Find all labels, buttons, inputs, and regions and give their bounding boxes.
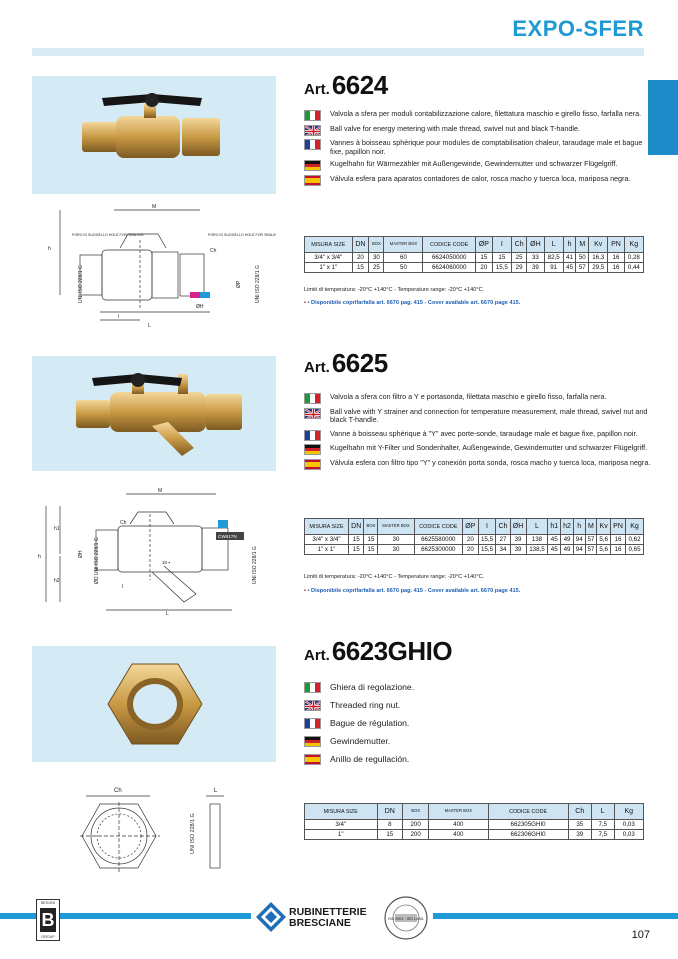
column-header: BOX [403,804,429,820]
article-title-6624: Art.6624 [304,70,388,100]
table-cell: 3/4" x 3/4" [305,535,349,545]
table-cell: 20 [463,545,479,555]
table-cell: 15 [364,545,378,555]
table-cell: 30 [369,253,384,263]
table-cell: 662306GHI0 [488,830,568,840]
desc-en: Threaded ring nut. [304,700,654,710]
table-cell: 3/4" x 3/4" [305,253,353,263]
article-code: 6625 [331,348,388,378]
table-cell: 7,5 [591,830,614,840]
column-header: DN [352,237,369,253]
column-header: L [591,804,614,820]
table-cell: 15 [475,253,492,263]
table-cell: 0,28 [624,253,643,263]
column-header: DN [348,519,364,535]
column-header: ØH [510,519,526,535]
table-cell: 15 [348,545,364,555]
column-header: h [573,519,585,535]
column-header: Ch [496,519,510,535]
table-cell: 45 [548,545,561,555]
desc-it: Valvola a sfera con filtro a Y e portasonda, filettata maschio e girello fisso, farfalla nera. [304,393,654,402]
table-cell: 138 [526,535,548,545]
flag-france-icon [304,139,321,150]
table-cell: 5,6 [597,535,611,545]
table-cell: 0,03 [614,830,643,840]
desc-de: Gewindemutter. [304,736,654,746]
column-header: Kg [624,237,643,253]
table-cell: 29 [511,263,526,273]
table-cell: 94 [573,545,585,555]
table-cell: 5,6 [597,545,611,555]
column-header: BOX [364,519,378,535]
temperature-limits-6624: Limiti di temperatura: -20°C +140°C - Temperature range: -20°C +140°C. [304,287,485,293]
sealing-hole-right: FORO DI SUGGELLO HOLE FOR SEALING [208,233,276,237]
technical-drawing-6624 [40,200,276,330]
column-header: Kv [589,237,608,253]
table-cell: 6625300000 [414,545,463,555]
table-cell: 25 [369,263,384,273]
desc-fr: Bague de régulation. [304,718,654,728]
flag-france-icon [304,430,321,441]
flag-germany-icon [304,444,321,455]
body-mark: CW617N [218,534,237,539]
flag-spain-icon [304,754,321,765]
column-header: h2 [561,519,574,535]
table-row [305,830,644,840]
table-cell: 16 [608,263,624,273]
brand-line-2: BRESCIANE [289,917,351,929]
availability-note-6624: • • Disponibile coprifarfalla art. 6670 pag. 415 - Cover available art. 6670 page 415. [304,300,521,306]
table-cell: 41 [563,253,576,263]
column-header: h [563,237,576,253]
table-header-row [305,519,644,535]
column-header: h1 [548,519,561,535]
table-cell: 3/4" [305,820,378,830]
flag-italy-icon [304,110,321,121]
table-cell: 1" x 1" [305,545,349,555]
table-cell: 20 [475,263,492,273]
product-photo-6624 [32,76,276,194]
table-cell: 39 [510,545,526,555]
table-cell: 49 [561,545,574,555]
desc-fr: Vanne à boisseau sphérique à "Y" avec porte-sonde, taraudage male et bague fixe, papillon noir. [304,430,654,439]
column-header: I [492,237,511,253]
table-cell: 25 [511,253,526,263]
column-header: MASTER BOX [429,804,488,820]
column-header: MISURA SIZE [305,237,353,253]
iso-thread-right: UNI ISO 228/1 G [255,265,261,303]
iso-thread-left: UNI ISO 228/1 G [78,265,84,303]
technical-drawing-6623ghio [70,782,240,882]
desc-en: Ball valve for energy metering with male thread, swivel nut and black T-handle. [304,125,654,134]
table-cell: 39 [510,535,526,545]
dim-ch-label: Ch [114,788,122,794]
ring-nut-image [32,646,276,762]
spec-table-6624 [304,236,644,273]
desc-en: Ball valve with Y strainer and connection for temperature measurement, male thread, swivel nut and black T-handle. [304,408,654,425]
table-cell: 16 [611,545,626,555]
column-header: M [576,237,589,253]
desc-es: Válvula esfera con filtro tipo "Y" y conexión porta sonda, rosca macho y tuerca loca, mariposa negra. [304,459,654,468]
dim-h-label: h [48,246,51,252]
iso-thread-right: UNI ISO 228/1 G [252,546,258,584]
group-logo-letter: B [41,910,55,930]
column-header: M [585,519,597,535]
footer-bar [645,913,678,919]
brand-title: EXPO-SFER [512,16,644,41]
dim-ch-label: Ch [120,520,127,526]
flag-germany-icon [304,160,321,171]
table-cell: 33 [527,253,544,263]
top-divider [32,48,644,56]
descriptions-6623ghio [304,682,654,764]
table-cell: 1" [305,830,378,840]
column-header: ØP [475,237,492,253]
iso-thread-left: ØD UNI ISO 228/1 G [94,537,100,584]
column-header: CODICE CODE [488,804,568,820]
flag-uk-icon [304,700,321,711]
article-title-6625: Art.6625 [304,348,388,378]
iso-badge-text: ISO 9001 · ISO 14001 [388,917,424,921]
desc-es: Válvula esfera para aparatos contadores de calor, rosca macho y tuerca loca, mariposa negra. [304,175,654,184]
bullet-red-icon: • [304,588,306,594]
table-cell: 400 [429,820,488,830]
temperature-limits-6625: Limiti di temperatura: -20°C +140°C - Temperature range: -20°C +140°C. [304,574,485,580]
dim-m-label: M [158,488,163,494]
table-cell: 6624060000 [423,263,476,273]
table-cell: 15 [348,535,364,545]
table-cell: 20 [463,535,479,545]
table-cell: 138,5 [526,545,548,555]
footer-bar [433,913,645,919]
table-cell: 50 [384,263,423,273]
table-cell: 7,5 [591,820,614,830]
size-mark: 10 ▪ [162,560,171,565]
availability-note-6625: • • Disponibile coprifarfalla art. 6670 pag. 415 - Cover available art. 6670 page 415. [304,588,521,594]
table-cell: 0,03 [614,820,643,830]
table-cell: 57 [576,263,589,273]
product-photo-6625 [32,356,276,471]
column-header: MISURA SIZE [305,804,378,820]
column-header: Ch [568,804,591,820]
desc-de: Kugelhahn mit Y-Filter und Sondenhalter, Außengewinde, Gewindemutter und schwarzer Flügelgriff. [304,444,654,453]
table-cell: 400 [429,830,488,840]
table-cell: 60 [384,253,423,263]
table-cell: 94 [573,535,585,545]
dim-ch-label: Ch [210,248,217,254]
table-header-row [305,237,644,253]
column-header: CODICE CODE [423,237,476,253]
spec-table-6625 [304,518,644,555]
table-row [305,535,644,545]
dim-h1-label: h1 [54,526,60,532]
column-header: Kg [626,519,644,535]
table-cell: 200 [403,830,429,840]
desc-fr: Vannes à boisseau sphérique pour modules de comptabilisation chaleur, taraudage male et bague fixe, papillon noir. [304,139,654,156]
table-cell: 15 [377,830,403,840]
dim-m-label: M [152,204,157,210]
dim-i-label: I [118,314,120,320]
table-cell: 15 [352,263,369,273]
column-header: ØP [463,519,479,535]
table-cell: 16 [611,535,626,545]
spec-table-6623ghio [304,803,644,840]
article-title-6623ghio: Art.6623GHIO [304,636,453,666]
table-cell: 15,5 [492,263,511,273]
table-cell: 27 [496,535,510,545]
column-header: L [544,237,563,253]
column-header: Kg [614,804,643,820]
iso-certification-badge [383,895,429,941]
descriptions-6625 [304,393,654,468]
table-cell: 20 [352,253,369,263]
column-header: MASTER BOX [378,519,414,535]
table-cell: 57 [585,535,597,545]
flag-spain-icon [304,175,321,186]
table-cell: 57 [585,545,597,555]
footer-bar [36,913,251,919]
desc-es: Anillo de regullación. [304,754,654,764]
table-cell: 15,5 [478,545,496,555]
table-row [305,263,644,273]
flag-uk-icon [304,125,321,136]
table-cell: 200 [403,820,429,830]
table-cell: 39 [527,263,544,273]
flag-uk-icon [304,408,321,419]
page-number: 107 [631,929,650,941]
table-cell: 15,5 [478,535,496,545]
desc-de: Kugelhahn für Wärmezähler mit Außengewinde, Gewindemutter und schwarzer Flügelgriff. [304,160,654,169]
column-header: L [526,519,548,535]
table-cell: 35 [568,820,591,830]
flag-germany-icon [304,736,321,747]
column-header: CODICE CODE [414,519,463,535]
dim-oh-label: ØH [78,550,84,558]
sealing-hole-left: FORO DI SUGGELLO HOLE FOR SEALING [72,233,144,237]
dim-l-label: L [148,323,151,329]
table-cell: 0,65 [626,545,644,555]
bullet-red-icon: • [304,300,306,306]
table-cell: 6624050000 [423,253,476,263]
table-cell: 45 [548,535,561,545]
article-code: 6623GHIO [331,636,453,666]
column-header: MISURA SIZE [305,519,349,535]
table-row [305,820,644,830]
product-photo-6623ghio [32,646,276,762]
dim-i-label: I [122,584,124,590]
column-header: ØH [527,237,544,253]
table-cell: 29,5 [589,263,608,273]
group-logo: BEGONI B GROUP [36,899,60,941]
table-cell: 30 [378,535,414,545]
table-cell: 6625580000 [414,535,463,545]
column-header: I [478,519,496,535]
table-cell: 8 [377,820,403,830]
table-cell: 1" x 1" [305,263,353,273]
table-cell: 34 [496,545,510,555]
ball-valve-image [32,76,276,194]
table-cell: 662305GHI0 [488,820,568,830]
table-cell: 15 [492,253,511,263]
column-header: PN [611,519,626,535]
footer-bar [0,913,36,919]
table-header-row [305,804,644,820]
flag-spain-icon [304,459,321,470]
table-cell: 30 [378,545,414,555]
article-code: 6624 [331,70,388,100]
column-header: DN [377,804,403,820]
table-cell: 0,44 [624,263,643,273]
dim-l-label: L [166,611,169,616]
table-cell: 15 [364,535,378,545]
dim-l-label: L [214,788,218,794]
table-cell: 16,3 [589,253,608,263]
brand-line-1: RUBINETTERIE [289,906,367,918]
table-cell: 50 [576,253,589,263]
table-cell: 82,5 [544,253,563,263]
desc-it: Ghiera di regolazione. [304,682,654,692]
column-header: Kv [597,519,611,535]
table-cell: 16 [608,253,624,263]
flag-france-icon [304,718,321,729]
table-row [305,253,644,263]
brand-logo [255,897,375,937]
iso-thread-label: UNI ISO 228/1 G [190,813,196,854]
table-cell: 45 [563,263,576,273]
dim-oh-label: ØH [196,304,204,310]
table-cell: 0,62 [626,535,644,545]
y-strainer-valve-image [32,356,276,471]
column-header: PN [608,237,624,253]
table-cell: 49 [561,535,574,545]
dim-op-label: ØP [236,280,242,288]
table-cell: 39 [568,830,591,840]
column-header: MASTER BOX [384,237,423,253]
desc-it: Valvola a sfera per moduli contabilizzazione calore, filettatura maschio e girello fisso, farfalla nera. [304,110,654,119]
flag-italy-icon [304,393,321,404]
technical-drawing-6625 [36,484,276,616]
column-header: Ch [511,237,526,253]
rb-diamond-icon [255,901,287,933]
dim-h2-label: h2 [54,578,60,584]
table-row [305,545,644,555]
dim-h-label: h [38,554,41,560]
descriptions-6624 [304,110,654,184]
table-cell: 91 [544,263,563,273]
flag-italy-icon [304,682,321,693]
column-header: BOX [369,237,384,253]
